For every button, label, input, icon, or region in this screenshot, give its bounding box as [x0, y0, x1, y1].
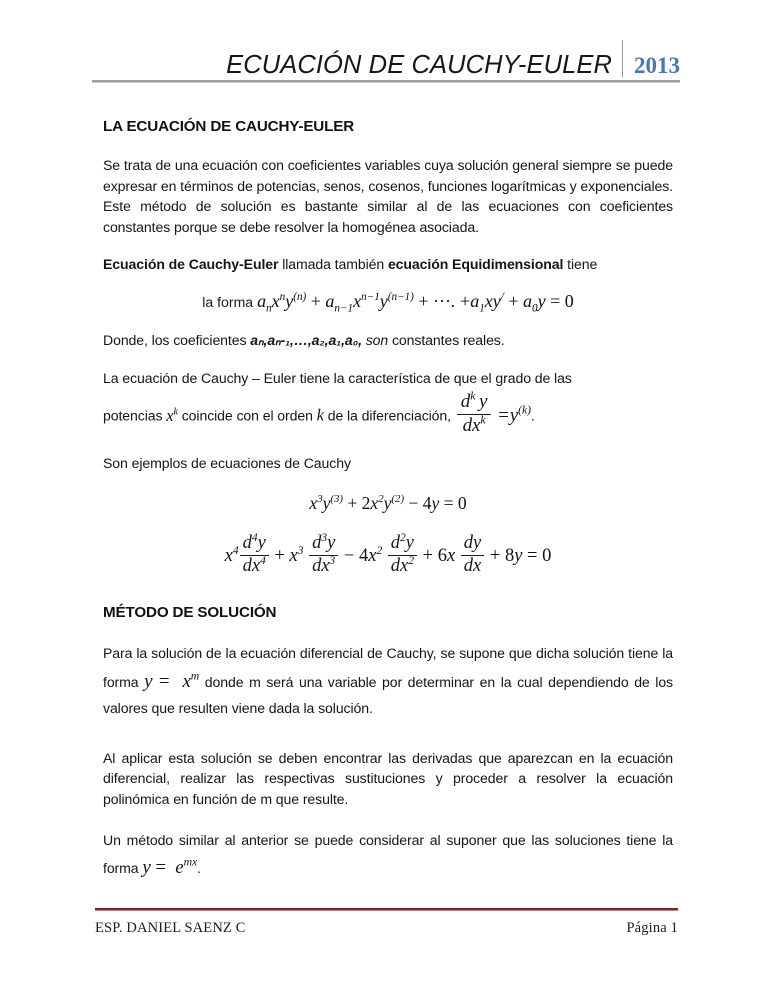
heading-metodo-de-solucion: MÉTODO DE SOLUCIÓN	[103, 604, 277, 622]
method-lead: Para la solución de la ecuación diferencial de Cauchy, se supone que dicha solución tiene la forma	[103, 645, 673, 690]
coefficients-list: aₙ,aₙ-₁,…,a₂,a₁,a₀,	[250, 332, 362, 349]
paragraph-method-2: Al aplicar esta solución se deben encontrar las derivadas que aparezcan en la ecuación diferencial, realizar las respectivas sustituciones y proceder a resolver la ecuación polinómica en función de m que resulte.	[103, 749, 673, 807]
coefficients-tail: constantes reales.	[388, 332, 505, 349]
footer-row	[95, 920, 678, 937]
heading-la-ecuacion-de-cauchy-euler: LA ECUACIÓN DE CAUCHY-EULER	[103, 118, 355, 135]
math-y-equals-e-mx: $y = e^{mx}$	[142, 855, 198, 879]
characteristic-period: .	[530, 407, 535, 424]
coefficients-lead: Donde, los coeficientes	[103, 332, 251, 349]
document-title: ECUACIÓN DE CAUCHY-EULER	[226, 50, 612, 79]
math-y-equals-x-m: $y = x^m$	[144, 669, 200, 692]
equation-general-form: $a_nx^ny^{(n)} + a_{n-1}x^{n-1}y^{(n-1)}$ + ···. $+a_1xy^/ + a_0y = 0$	[257, 291, 574, 315]
method-tail: donde m será una variable por determinar en la cual dependiendo de los valores que resulten viene dada la solución.	[103, 673, 674, 717]
math-derivative-fraction: $d^k$ y $dx^k$	[457, 392, 492, 437]
document-footer	[95, 908, 678, 937]
math-x-power-k: $x^k$	[166, 405, 178, 425]
paragraph-coefficients	[103, 330, 673, 350]
paragraph-method-1	[103, 642, 673, 720]
definition-term-1: Ecuación de Cauchy-Euler	[103, 255, 279, 272]
paragraph-definition	[103, 254, 673, 274]
document-year: 2013	[634, 53, 680, 78]
equation-example-1: $x^3y^{(3)} + 2x^2y^{(2)} - 4y = 0$	[309, 493, 467, 514]
method3-period: .	[197, 860, 201, 877]
paragraph-characteristic-line1: La ecuación de Cauchy – Euler tiene la característica de que el grado de las	[103, 369, 572, 386]
footer-rule	[95, 908, 678, 911]
math-equals-y-k: $=y^{(k)}$	[493, 403, 531, 426]
paragraph-intro: Se trata de una ecuación con coeficientes variables cuya solución general siempre se puede expresar en términos de potencias, senos, cosenos, funciones logarítmicas y exponenciales. Este método de solución es bastante similar al de las ecuaciones con coeficientes constantes porque se debe resolver la homogénea asociada.	[103, 157, 673, 235]
math-order-k: k	[316, 405, 324, 425]
document-header	[92, 34, 680, 86]
paragraph-method-3	[103, 828, 673, 885]
method3-lead: Un método similar al anterior se puede considerar al suponer que las soluciones tiene la forma	[103, 832, 673, 877]
coefficients-son: son	[361, 332, 389, 349]
characteristic-lead: potencias	[103, 407, 167, 424]
header-title-row	[92, 34, 680, 78]
paragraph-characteristic-line2	[103, 389, 673, 437]
characteristic-mid: coincide con el orden	[177, 407, 317, 424]
document-body	[103, 118, 673, 902]
definition-connector: llamada también	[278, 255, 388, 272]
header-rule	[92, 80, 680, 83]
definition-term-2: ecuación Equidimensional	[387, 255, 564, 272]
equation-lead-text: la forma	[202, 294, 254, 311]
footer-page-number: Página 1	[626, 920, 678, 936]
definition-tail: tiene	[563, 255, 598, 272]
equation-examples-group	[103, 493, 673, 576]
equation-example-2: $x^4$ $\frac{d^4y}{dx^4}$ + $x^3$ $\frac{d^3y}{dx^3}$ − $4x^2$ $\frac{d^2y}{dx^2}$ + 6x $\frac{dy}{dx}$ + 8y = 0	[224, 532, 552, 576]
equation-general-form-line	[103, 291, 673, 315]
footer-author: ESP. DANIEL SAENZ C	[95, 920, 246, 936]
paragraph-examples-lead: Son ejemplos de ecuaciones de Cauchy	[103, 454, 351, 471]
characteristic-mid2: de la diferenciación,	[323, 407, 455, 424]
